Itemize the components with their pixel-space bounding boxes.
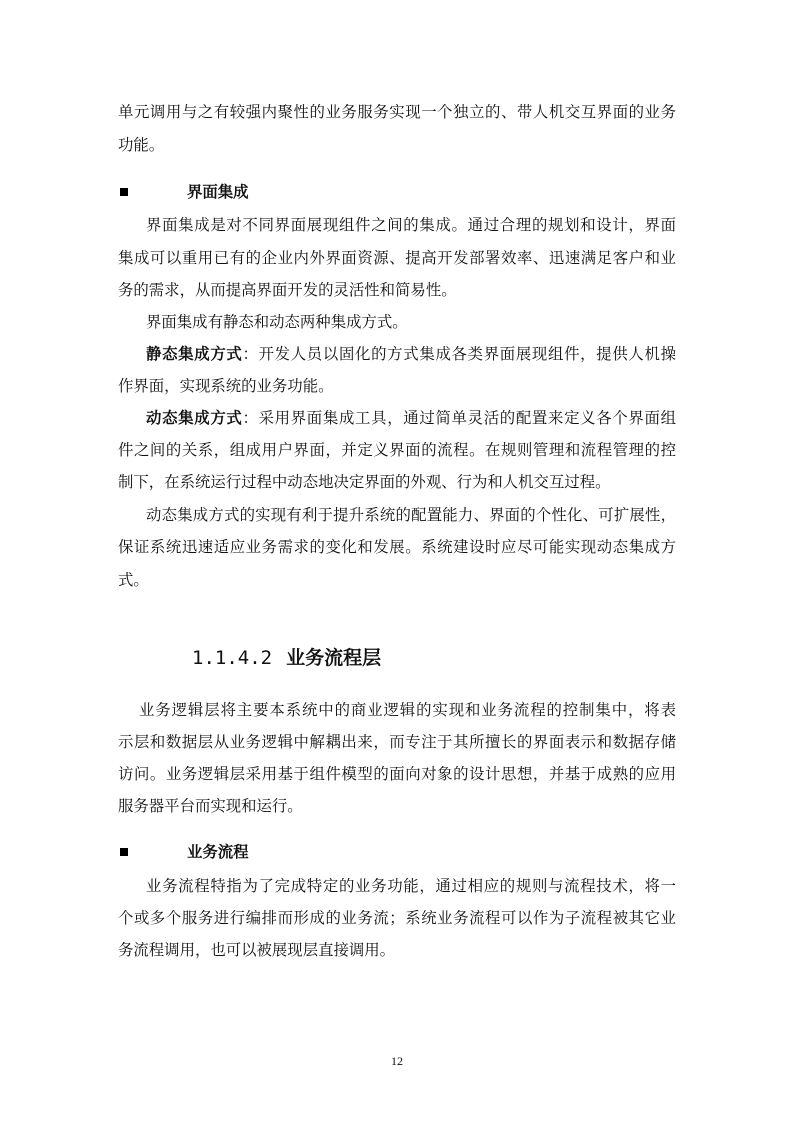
text-line: 集成可以重用已有的企业内外界面资源、提高开发部署效率、迅速满足客户和业 <box>118 249 676 267</box>
bullet-square-icon <box>120 848 128 856</box>
text-line: 保证系统迅速适应业务需求的变化和发展。系统建设时应尽可能实现动态集成方 <box>118 538 676 556</box>
text-line: 服务器平台而实现和运行。 <box>118 797 303 815</box>
section-heading <box>192 646 381 670</box>
text-line: 制下，在系统运行过程中动态地决定界面的外观、行为和人机交互过程。 <box>118 473 611 491</box>
text-line: 作界面，实现系统的业务功能。 <box>118 377 334 395</box>
text-line: 务的需求，从而提高界面开发的灵活性和简易性。 <box>118 281 457 299</box>
bullet-heading-title: 业务流程 <box>187 843 249 861</box>
term-label: 静态集成方式 <box>146 345 243 363</box>
bullet-heading-title: 界面集成 <box>187 183 249 201</box>
text-line: 动态集成方式的实现有利于提升系统的配置能力、界面的个性化、可扩展性， <box>146 506 676 524</box>
text-line: 界面集成是对不同界面展现组件之间的集成。通过合理的规划和设计，界面 <box>146 216 676 234</box>
text-line: 务流程调用，也可以被展现层直接调用。 <box>118 941 396 959</box>
text-line: 访问。业务逻辑层采用基于组件模型的面向对象的设计思想，并基于成熟的应用 <box>118 765 676 783</box>
text-line: 示层和数据层从业务逻辑中解耦出来，而专注于其所擅长的界面表示和数据存储 <box>118 733 676 751</box>
text-line: 件之间的关系，组成用户界面，并定义界面的流程。在规则管理和流程管理的控 <box>118 441 676 459</box>
text-line: 业务逻辑层将主要本系统中的商业逻辑的实现和业务流程的控制集中，将表 <box>139 701 676 719</box>
text-line <box>146 408 676 428</box>
text-span: ：开发人员以固化的方式集成各类界面展现组件，提供人机操 <box>242 345 676 363</box>
bullet-square-icon <box>120 188 128 196</box>
text-span: ：采用界面集成工具，通过简单灵活的配置来定义各个界面组 <box>242 409 676 427</box>
text-line: 功能。 <box>118 136 165 154</box>
text-line: 式。 <box>118 571 149 589</box>
term-label: 动态集成方式 <box>146 409 243 427</box>
text-line <box>146 344 676 364</box>
paragraph: 界面集成有静态和动态两种集成方式。 <box>146 313 408 331</box>
page-number: 12 <box>391 1054 403 1068</box>
text-line: 单元调用与之有较强内聚性的业务服务实现一个独立的、带人机交互界面的业务 <box>118 103 676 121</box>
section-number: 1.1.4.2 <box>192 647 273 669</box>
text-line: 业务流程特指为了完成特定的业务功能，通过相应的规则与流程技术，将一 <box>146 877 676 895</box>
text-line: 个或多个服务进行编排而形成的业务流；系统业务流程可以作为子流程被其它业 <box>118 909 676 927</box>
section-title: 业务流程层 <box>286 647 382 669</box>
